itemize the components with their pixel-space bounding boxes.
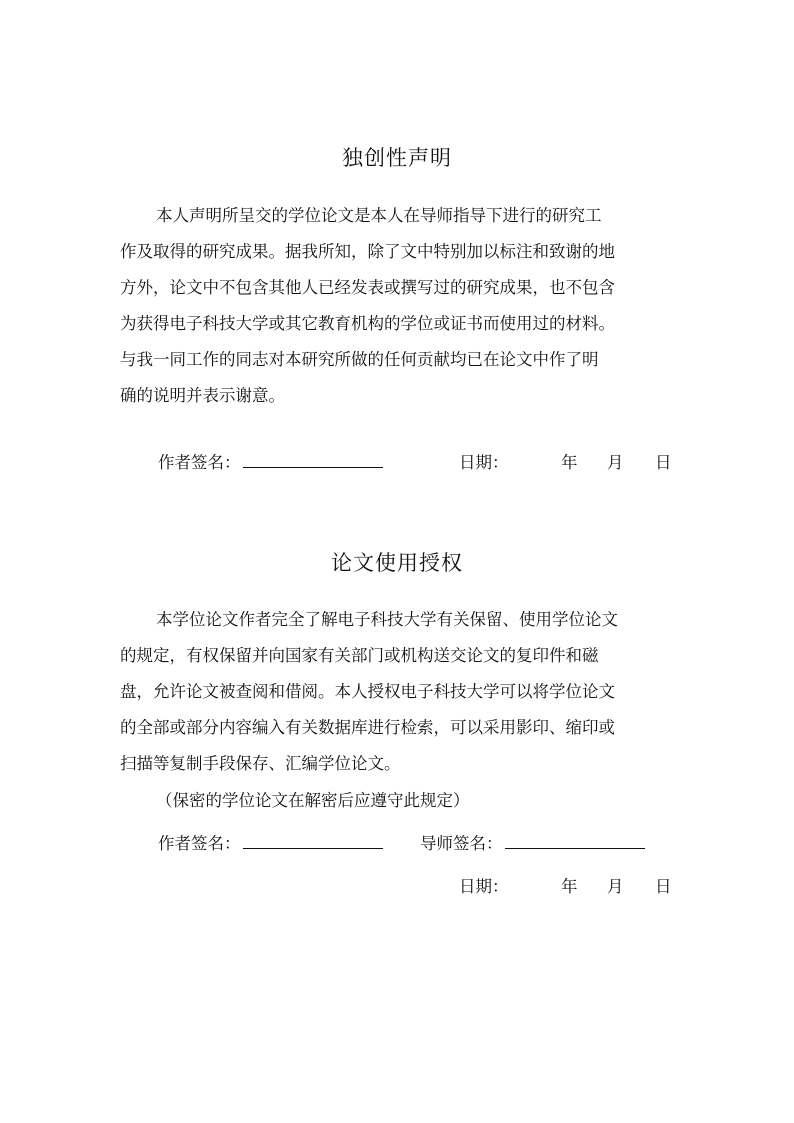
confidential-note: （保密的学位论文在解密后应遵守此规定） xyxy=(156,791,470,810)
authorization-title: 论文使用授权 xyxy=(331,551,463,575)
date-label: 日期： xyxy=(459,877,509,896)
date-year: 年 xyxy=(561,877,578,896)
declaration-title: 独创性声明 xyxy=(342,146,452,170)
date-day: 日 xyxy=(655,877,672,896)
declaration-line: 方外，论文中不包含其他人已经发表或撰写过的研究成果，也不包含 xyxy=(120,278,615,297)
declaration-line: 作及取得的研究成果。据我所知，除了文中特别加以标注和致谢的地 xyxy=(120,242,615,261)
declaration-date xyxy=(0,451,794,475)
advisor-signature xyxy=(420,832,645,856)
author-signature-line[interactable] xyxy=(243,834,383,849)
declaration-line: 与我一同工作的同志对本研究所做的任何贡献均已在论文中作了明 xyxy=(120,350,599,369)
authorization-line: 扫描等复制手段保存、汇编学位论文。 xyxy=(120,754,401,773)
advisor-signature-line[interactable] xyxy=(505,834,645,849)
author-signature-label: 作者签名： xyxy=(158,453,241,472)
declaration-line: 为获得电子科技大学或其它教育机构的学位或证书而使用过的材料。 xyxy=(120,314,615,333)
authorization-author-signature xyxy=(158,832,383,856)
declaration-line: 本人声明所呈交的学位论文是本人在导师指导下进行的研究工 xyxy=(156,206,602,225)
authorization-line: 本学位论文作者完全了解电子科技大学有关保留、使用学位论文 xyxy=(156,610,618,629)
author-signature-label: 作者签名： xyxy=(158,834,241,853)
authorization-line: 的规定，有权保留并向国家有关部门或机构送交论文的复印件和磁 xyxy=(120,646,599,665)
declaration-line: 确的说明并表示谢意。 xyxy=(120,386,285,405)
authorization-date xyxy=(0,875,794,899)
authorization-line: 的全部或部分内容编入有关数据库进行检索，可以采用影印、缩印或 xyxy=(120,718,615,737)
authorization-paragraph xyxy=(120,602,675,782)
date-month: 月 xyxy=(607,453,624,472)
advisor-signature-label: 导师签名： xyxy=(420,834,503,853)
date-year: 年 xyxy=(561,453,578,472)
declaration-paragraph xyxy=(120,198,675,414)
date-label: 日期： xyxy=(459,453,509,472)
authorization-line: 盘，允许论文被查阅和借阅。本人授权电子科技大学可以将学位论文 xyxy=(120,682,615,701)
date-month: 月 xyxy=(607,877,624,896)
date-day: 日 xyxy=(655,453,672,472)
